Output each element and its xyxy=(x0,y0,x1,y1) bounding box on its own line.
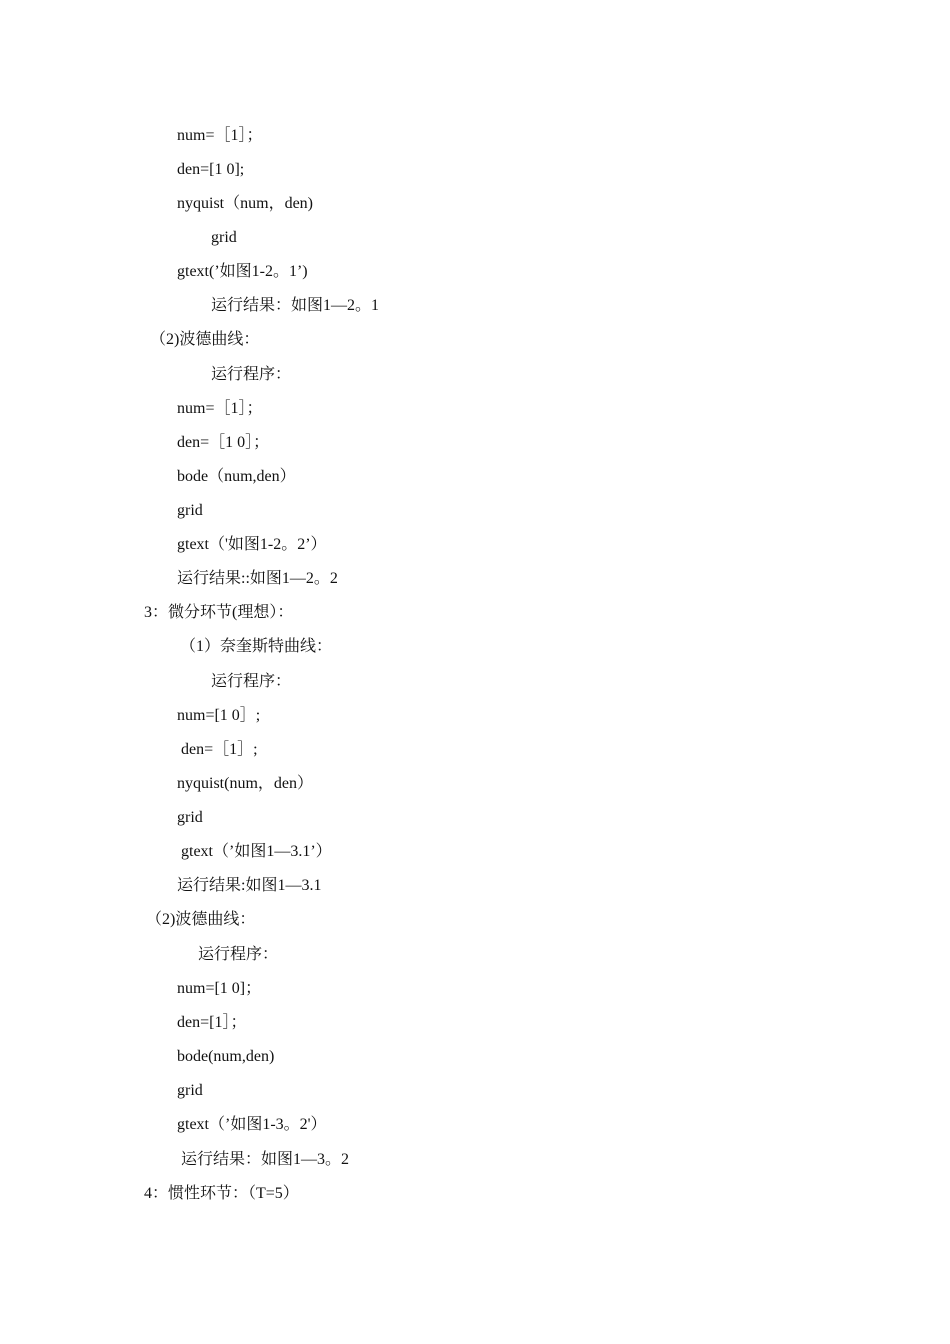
code-line-grid: grid xyxy=(177,809,203,826)
code-line-den: den=[1］； xyxy=(177,1014,247,1031)
code-line-grid: grid xyxy=(177,1082,203,1099)
program-label: 运行程序： xyxy=(211,366,292,383)
subsection-heading-bode: （2)波德曲线： xyxy=(146,911,256,928)
code-line-bode: bode(num,den) xyxy=(177,1048,275,1065)
code-line-bode: bode（num,den） xyxy=(177,468,296,485)
code-line-gtext: gtext（’如图1-3。2'） xyxy=(177,1116,327,1133)
code-line-gtext: gtext（’如图1—3.1’） xyxy=(181,843,332,860)
result-line: 运行结果:如图1—3.1 xyxy=(177,877,322,894)
program-label: 运行程序： xyxy=(198,946,279,963)
code-line-num: num=[1 0］; xyxy=(177,707,261,724)
code-line-num: num=［1］； xyxy=(177,400,263,417)
section-heading-inertia: 4：惯性环节：（T=5） xyxy=(144,1185,299,1202)
code-line-nyquist: nyquist（num，den) xyxy=(177,195,313,212)
code-line-nyquist: nyquist(num，den） xyxy=(177,775,313,792)
result-line: 运行结果：如图1—3。2 xyxy=(181,1151,350,1168)
subsection-heading-bode: （2)波德曲线： xyxy=(150,331,260,348)
program-label: 运行程序： xyxy=(211,673,292,690)
code-line-num: num=［1］； xyxy=(177,127,263,144)
code-line-den: den=［1］; xyxy=(181,741,258,758)
code-line-num: num=[1 0]； xyxy=(177,980,262,997)
code-line-grid: grid xyxy=(211,229,237,246)
code-line-den: den=[1 0]; xyxy=(177,161,245,178)
code-line-grid: grid xyxy=(177,502,203,519)
subsection-heading-nyquist: （1）奈奎斯特曲线： xyxy=(180,638,333,655)
code-line-gtext: gtext（'如图1-2。2’） xyxy=(177,536,327,553)
result-line: 运行结果::如图1—2。2 xyxy=(177,570,338,587)
result-line: 运行结果：如图1—2。1 xyxy=(211,297,380,314)
code-line-den: den=［1 0］； xyxy=(177,434,270,451)
section-heading-differential: 3：微分环节(理想）： xyxy=(144,604,294,621)
code-line-gtext: gtext(’如图1-2。1’) xyxy=(177,263,308,280)
